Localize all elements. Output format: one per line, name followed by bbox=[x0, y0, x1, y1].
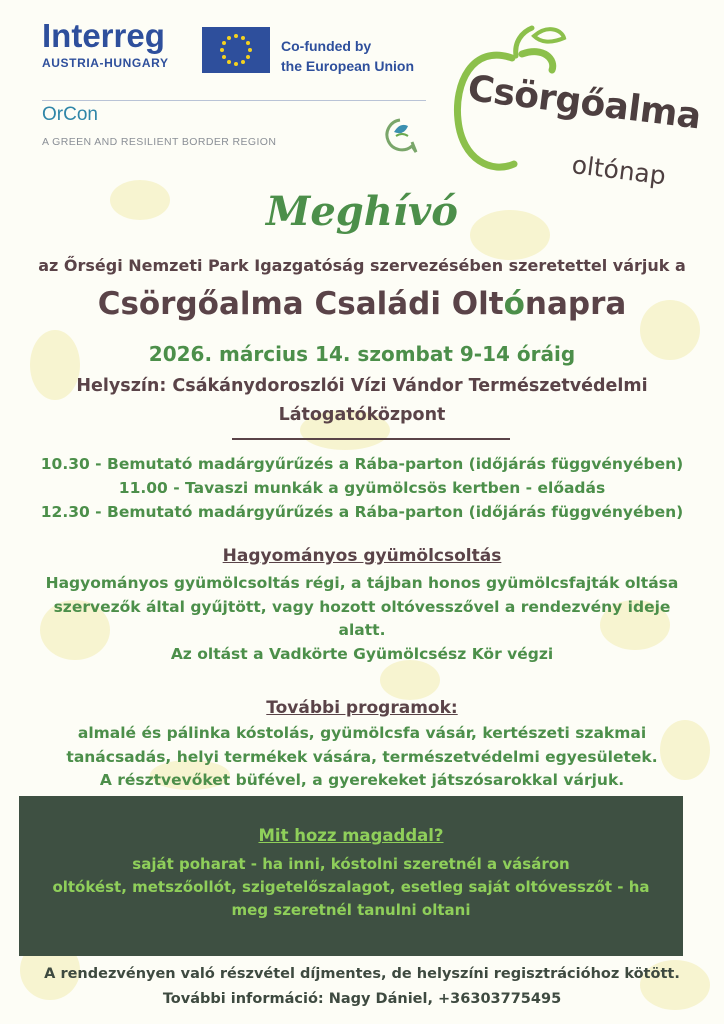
event-title-accent: ó bbox=[503, 286, 525, 322]
schedule-item: 12.30 - Bemutató madárgyűrűzés a Rába-parton (időjárás függvényében) bbox=[40, 503, 684, 521]
traditional-grafting-heading: Hagyományos gyümölcsoltás bbox=[222, 546, 502, 566]
oltonap-logo-text: oltónap bbox=[570, 150, 668, 191]
invitation-intro: az Őrségi Nemzeti Park Igazgatóság szervezésében szeretettel várjuk a bbox=[38, 256, 686, 275]
traditional-line: alatt. bbox=[338, 621, 386, 639]
csorgoalma-logo-text: Csörgőalma bbox=[465, 68, 704, 138]
section-divider bbox=[232, 438, 510, 440]
eu-line-1: Co-funded by bbox=[281, 38, 372, 54]
more-programs-line: A résztvevőket büfével, a gyerekeket játszósarokkal várjuk. bbox=[99, 771, 625, 789]
what-to-bring-text bbox=[19, 853, 683, 922]
more-programs-line: tanácsadás, helyi termékek vására, természetvédelmi egyesületek. bbox=[66, 747, 658, 766]
interreg-region: AUSTRIA-HUNGARY bbox=[42, 56, 169, 70]
interreg-logo bbox=[42, 18, 169, 70]
invitation-title: Meghívó bbox=[266, 188, 458, 235]
eu-flag-icon bbox=[202, 27, 270, 73]
bring-line: saját poharat - ha inni, kóstolni szeretnél a vásáron bbox=[132, 855, 570, 873]
orcon-title: OrCon bbox=[42, 104, 98, 125]
what-to-bring-heading: Mit hozz magaddal? bbox=[258, 826, 444, 845]
traditional-line: Hagyományos gyümölcsoltás régi, a tájban honos gyümölcsfajták oltása bbox=[45, 574, 679, 592]
event-location bbox=[10, 372, 714, 430]
location-line-2: Látogatóközpont bbox=[278, 405, 446, 425]
event-date: 2026. március 14. szombat 9-14 óráig bbox=[148, 342, 576, 366]
event-title-pre: Csörgőalma Családi Olt bbox=[97, 286, 504, 322]
header-divider bbox=[42, 100, 426, 101]
location-line-1: Helyszín: Csákánydoroszlói Vízi Vándor Természetvédelmi bbox=[76, 376, 648, 396]
more-programs-line: almalé és pálinka kóstolás, gyümölcsfa vásár, kertészeti szakmai bbox=[77, 724, 647, 742]
traditional-line: Az oltást a Vadkörte Gyümölcsész Kör végzi bbox=[170, 644, 554, 663]
bring-line: oltókést, metszőollót, szigetelőszalagot, esetleg saját oltóvesszőt - ha bbox=[52, 878, 650, 896]
traditional-grafting-text bbox=[10, 572, 714, 666]
schedule-item: 10.30 - Bemutató madárgyűrűzés a Rába-parton (időjárás függvényében) bbox=[40, 455, 684, 473]
schedule-list bbox=[10, 452, 714, 524]
event-title-post: napra bbox=[524, 286, 627, 322]
schedule-item: 11.00 - Tavaszi munkák a gyümölcsös kertben - előadás bbox=[118, 479, 606, 497]
bring-line: meg szeretnél tanulni oltani bbox=[231, 901, 471, 919]
eu-cofunded-text bbox=[281, 36, 414, 76]
interreg-wordmark: Interreg bbox=[42, 17, 165, 54]
footer-registration: A rendezvényen való részvétel díjmentes, de helyszíni regisztrációhoz kötött. bbox=[44, 966, 680, 982]
more-programs-text bbox=[10, 722, 714, 793]
event-title bbox=[10, 286, 714, 322]
orcon-subtitle: A GREEN AND RESILIENT BORDER REGION bbox=[42, 136, 277, 148]
more-programs-heading: További programok: bbox=[266, 698, 458, 718]
speech-bubble-leaf-icon bbox=[376, 112, 424, 160]
traditional-line: szervezők által gyűjtött, vagy hozott oltóvesszővel a rendezvény ideje bbox=[53, 597, 671, 616]
footer-info bbox=[10, 962, 714, 1012]
footer-contact: További információ: Nagy Dániel, +36303775495 bbox=[162, 991, 562, 1007]
eu-line-2: the European Union bbox=[281, 58, 414, 74]
